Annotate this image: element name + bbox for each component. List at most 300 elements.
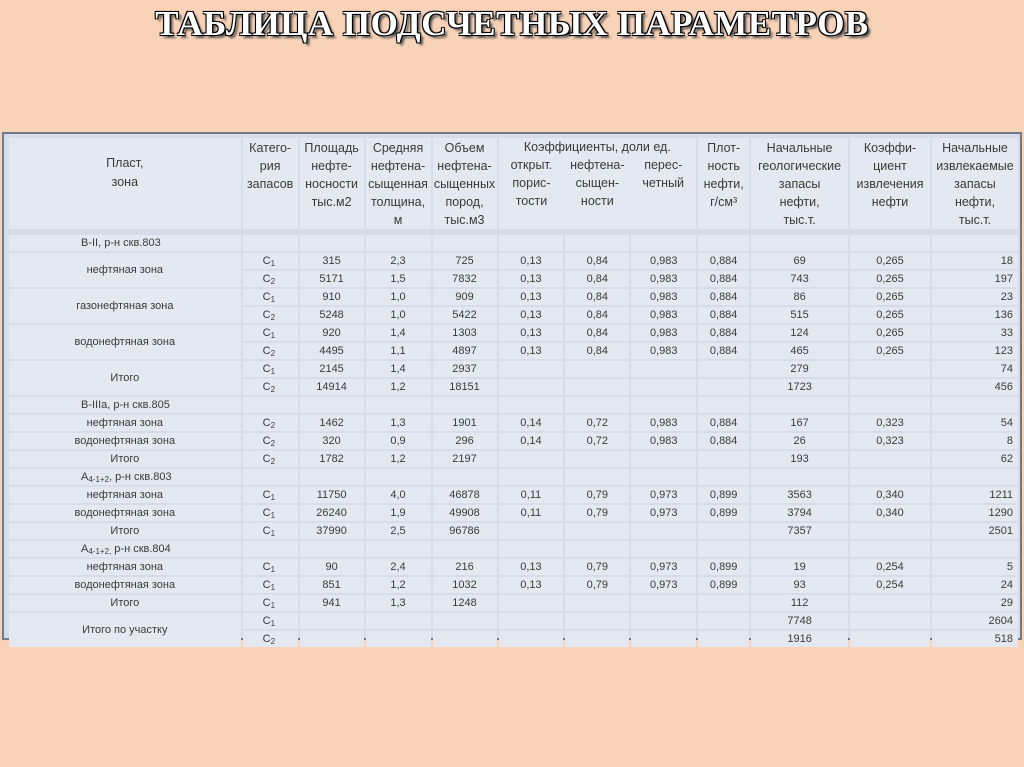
cell-vol: 1901 <box>433 415 497 431</box>
cell-izv: 518 <box>932 631 1018 647</box>
category-cell: $C_2$ <box>243 307 298 323</box>
cell-rec: 0,983 <box>631 289 696 305</box>
empty-cell <box>698 469 749 485</box>
empty-cell <box>698 235 749 251</box>
cell-thick: 1,4 <box>366 325 431 341</box>
table-row <box>9 487 1018 503</box>
zone-cell: Итого <box>9 595 241 611</box>
cell-por <box>499 631 564 647</box>
cell-rec: 0,973 <box>631 577 696 593</box>
cell-kir: 0,265 <box>850 307 930 323</box>
cell-kir: 0,254 <box>850 559 930 575</box>
cell-rec: 0,973 <box>631 505 696 521</box>
header-recovery-coef: Коэффи- циент извлечения нефти <box>850 138 930 229</box>
header-category: Катего- рия запасов <box>243 138 298 229</box>
empty-cell <box>850 541 930 557</box>
cell-area: 315 <box>300 253 364 269</box>
header-recalc: перес- четный <box>642 158 685 190</box>
cell-vol: 216 <box>433 559 497 575</box>
section-row <box>9 541 1018 557</box>
category-subscript: 2 <box>270 438 276 448</box>
cell-vol: 7832 <box>433 271 497 287</box>
cell-area: 320 <box>300 433 364 449</box>
cell-den: 0,884 <box>698 433 749 449</box>
cell-kir: 0,323 <box>850 433 930 449</box>
category-subscript: 1 <box>270 510 276 520</box>
cell-den: 0,884 <box>698 307 749 323</box>
cell-rec <box>631 523 696 539</box>
cell-por <box>499 595 564 611</box>
empty-cell <box>631 469 696 485</box>
cell-thick <box>366 631 431 647</box>
cell-den <box>698 451 749 467</box>
cell-den: 0,884 <box>698 325 749 341</box>
zone-cell: Итого по участку <box>9 613 241 647</box>
cell-thick: 2,5 <box>366 523 431 539</box>
cell-izv: 54 <box>932 415 1018 431</box>
cell-area <box>300 631 364 647</box>
cell-geo: 193 <box>751 451 848 467</box>
cell-por: 0,13 <box>499 289 564 305</box>
table-row <box>9 325 1018 341</box>
parameters-table <box>7 136 1020 649</box>
cell-por <box>499 451 564 467</box>
cell-sat <box>565 595 629 611</box>
cell-kir: 0,265 <box>850 253 930 269</box>
zone-cell: нефтяная зона <box>9 559 241 575</box>
table-row <box>9 433 1018 449</box>
empty-cell <box>300 235 364 251</box>
zone-cell: нефтяная зона <box>9 253 241 287</box>
cell-kir: 0,323 <box>850 415 930 431</box>
cell-area: 5248 <box>300 307 364 323</box>
table-row <box>9 595 1018 611</box>
cell-kir: 0,265 <box>850 289 930 305</box>
empty-cell <box>850 397 930 413</box>
cell-por <box>499 523 564 539</box>
cell-thick <box>366 613 431 629</box>
cell-rec <box>631 595 696 611</box>
cell-vol: 909 <box>433 289 497 305</box>
zone-cell: водонефтяная зона <box>9 433 241 449</box>
cell-kir <box>850 613 930 629</box>
cell-geo: 3563 <box>751 487 848 503</box>
table-row <box>9 523 1018 539</box>
cell-vol: 1032 <box>433 577 497 593</box>
cell-geo: 19 <box>751 559 848 575</box>
cell-sat: 0,84 <box>565 289 629 305</box>
cell-geo: 515 <box>751 307 848 323</box>
cell-izv: 136 <box>932 307 1018 323</box>
empty-cell <box>565 397 629 413</box>
cell-por <box>499 379 564 395</box>
cell-area: 1462 <box>300 415 364 431</box>
cell-kir <box>850 523 930 539</box>
cell-thick: 1,2 <box>366 577 431 593</box>
cell-por <box>499 613 564 629</box>
category-cell: $C_2$ <box>243 379 298 395</box>
zone-cell: газонефтяная зона <box>9 289 241 323</box>
cell-sat: 0,79 <box>565 487 629 503</box>
cell-area: 14914 <box>300 379 364 395</box>
cell-rec: 0,983 <box>631 307 696 323</box>
category-cell: $C_2$ <box>243 433 298 449</box>
cell-kir <box>850 631 930 647</box>
cell-por: 0,11 <box>499 505 564 521</box>
cell-sat: 0,84 <box>565 271 629 287</box>
category-subscript: 1 <box>270 366 276 376</box>
empty-cell <box>433 469 497 485</box>
empty-cell <box>751 397 848 413</box>
empty-cell <box>300 469 364 485</box>
category-cell: $C_1$ <box>243 595 298 611</box>
empty-cell <box>565 469 629 485</box>
zone-cell: нефтяная зона <box>9 415 241 431</box>
empty-cell <box>300 541 364 557</box>
empty-cell <box>565 541 629 557</box>
cell-den: 0,884 <box>698 271 749 287</box>
category-subscript: 2 <box>270 636 276 646</box>
empty-cell <box>850 469 930 485</box>
empty-cell <box>243 397 298 413</box>
cell-por: 0,14 <box>499 415 564 431</box>
cell-thick: 1,0 <box>366 289 431 305</box>
cell-izv: 1290 <box>932 505 1018 521</box>
cell-rec <box>631 613 696 629</box>
cell-rec <box>631 379 696 395</box>
category-cell: $C_1$ <box>243 325 298 341</box>
cell-izv: 123 <box>932 343 1018 359</box>
cell-area: 5171 <box>300 271 364 287</box>
category-subscript: 1 <box>270 528 276 538</box>
category-subscript: 1 <box>270 492 276 502</box>
category-cell: $C_1$ <box>243 559 298 575</box>
section-name: B-IIIa, р-н скв.805 <box>9 397 241 413</box>
cell-geo: 69 <box>751 253 848 269</box>
cell-kir: 0,265 <box>850 343 930 359</box>
cell-geo: 112 <box>751 595 848 611</box>
cell-sat <box>565 631 629 647</box>
cell-den <box>698 631 749 647</box>
zone-cell: Итого <box>9 361 241 395</box>
cell-den <box>698 595 749 611</box>
page-title: ТАБЛИЦА ПОДСЧЕТНЫХ ПАРАМЕТРОВ <box>155 4 869 43</box>
cell-area: 2145 <box>300 361 364 377</box>
section-row <box>9 397 1018 413</box>
cell-izv: 1211 <box>932 487 1018 503</box>
cell-kir <box>850 451 930 467</box>
table-row <box>9 451 1018 467</box>
empty-cell <box>932 397 1018 413</box>
cell-vol: 4897 <box>433 343 497 359</box>
cell-area: 26240 <box>300 505 364 521</box>
zone-cell: водонефтяная зона <box>9 325 241 359</box>
cell-area: 1782 <box>300 451 364 467</box>
cell-vol: 296 <box>433 433 497 449</box>
cell-geo: 93 <box>751 577 848 593</box>
header-volume: Объем нефтена- сыщенных пород, тыс.м3 <box>433 138 497 229</box>
table-row <box>9 415 1018 431</box>
cell-den <box>698 613 749 629</box>
zone-cell: нефтяная зона <box>9 487 241 503</box>
category-cell: $C_1$ <box>243 577 298 593</box>
cell-kir: 0,340 <box>850 487 930 503</box>
cell-vol: 1248 <box>433 595 497 611</box>
section-name-subscript: 4-1+2 <box>88 474 110 484</box>
empty-cell <box>433 397 497 413</box>
cell-sat: 0,84 <box>565 343 629 359</box>
header-coefficients <box>499 138 697 229</box>
header-area: Площадь нефте- носности тыс.м2 <box>300 138 364 229</box>
zone-cell: водонефтяная зона <box>9 577 241 593</box>
header-coefficients-subrow <box>499 156 697 210</box>
cell-izv: 24 <box>932 577 1018 593</box>
cell-izv: 62 <box>932 451 1018 467</box>
cell-geo: 279 <box>751 361 848 377</box>
cell-izv: 23 <box>932 289 1018 305</box>
parameters-table-frame <box>2 132 1022 646</box>
category-subscript: 1 <box>270 564 276 574</box>
cell-rec <box>631 631 696 647</box>
cell-izv: 18 <box>932 253 1018 269</box>
cell-kir <box>850 379 930 395</box>
cell-vol: 96786 <box>433 523 497 539</box>
cell-por: 0,13 <box>499 325 564 341</box>
cell-por: 0,13 <box>499 271 564 287</box>
cell-geo: 167 <box>751 415 848 431</box>
cell-por: 0,14 <box>499 433 564 449</box>
cell-thick: 1,0 <box>366 307 431 323</box>
category-cell: $C_1$ <box>243 523 298 539</box>
category-subscript: 2 <box>270 348 276 358</box>
empty-cell <box>300 397 364 413</box>
cell-den <box>698 361 749 377</box>
header-plast: Пласт, зона <box>9 138 241 229</box>
cell-geo: 3794 <box>751 505 848 521</box>
cell-area: 4495 <box>300 343 364 359</box>
category-cell: $C_1$ <box>243 613 298 629</box>
category-cell: $C_1$ <box>243 487 298 503</box>
cell-thick: 1,2 <box>366 451 431 467</box>
cell-area <box>300 613 364 629</box>
empty-cell <box>932 235 1018 251</box>
empty-cell <box>243 469 298 485</box>
cell-sat: 0,79 <box>565 505 629 521</box>
cell-thick: 1,4 <box>366 361 431 377</box>
cell-den: 0,899 <box>698 487 749 503</box>
cell-den: 0,899 <box>698 559 749 575</box>
empty-cell <box>499 469 564 485</box>
category-cell: $C_1$ <box>243 289 298 305</box>
empty-cell <box>499 397 564 413</box>
cell-thick: 2,3 <box>366 253 431 269</box>
category-cell: $C_2$ <box>243 271 298 287</box>
cell-thick: 1,3 <box>366 415 431 431</box>
cell-geo: 86 <box>751 289 848 305</box>
header-porosity: открыт. порис- тости <box>510 158 553 208</box>
cell-rec: 0,983 <box>631 325 696 341</box>
cell-geo: 7357 <box>751 523 848 539</box>
cell-por: 0,13 <box>499 307 564 323</box>
empty-cell <box>631 235 696 251</box>
cell-den <box>698 523 749 539</box>
category-subscript: 1 <box>270 618 276 628</box>
cell-rec: 0,983 <box>631 271 696 287</box>
cell-vol: 46878 <box>433 487 497 503</box>
empty-cell <box>850 235 930 251</box>
category-cell: $C_1$ <box>243 361 298 377</box>
category-subscript: 1 <box>270 330 276 340</box>
cell-thick: 1,2 <box>366 379 431 395</box>
empty-cell <box>932 469 1018 485</box>
table-row <box>9 289 1018 305</box>
cell-kir <box>850 595 930 611</box>
table-row <box>9 613 1018 629</box>
cell-por <box>499 361 564 377</box>
cell-geo: 7748 <box>751 613 848 629</box>
cell-vol: 49908 <box>433 505 497 521</box>
cell-sat: 0,72 <box>565 433 629 449</box>
empty-cell <box>243 541 298 557</box>
cell-geo: 465 <box>751 343 848 359</box>
cell-sat: 0,79 <box>565 559 629 575</box>
cell-rec: 0,983 <box>631 415 696 431</box>
empty-cell <box>631 397 696 413</box>
cell-izv: 2604 <box>932 613 1018 629</box>
cell-geo: 1916 <box>751 631 848 647</box>
cell-geo: 26 <box>751 433 848 449</box>
cell-sat: 0,84 <box>565 307 629 323</box>
cell-sat <box>565 613 629 629</box>
cell-vol <box>433 613 497 629</box>
empty-cell <box>499 235 564 251</box>
empty-cell <box>932 541 1018 557</box>
cell-sat <box>565 361 629 377</box>
cell-vol: 725 <box>433 253 497 269</box>
cell-thick: 1,9 <box>366 505 431 521</box>
cell-geo: 124 <box>751 325 848 341</box>
empty-cell <box>698 541 749 557</box>
empty-cell <box>751 235 848 251</box>
cell-rec: 0,983 <box>631 343 696 359</box>
category-subscript: 1 <box>270 258 276 268</box>
section-name: B-II, р-н скв.803 <box>9 235 241 251</box>
cell-izv: 5 <box>932 559 1018 575</box>
cell-den: 0,884 <box>698 289 749 305</box>
cell-vol: 5422 <box>433 307 497 323</box>
cell-kir: 0,340 <box>850 505 930 521</box>
cell-area: 851 <box>300 577 364 593</box>
empty-cell <box>366 235 431 251</box>
table-row <box>9 559 1018 575</box>
category-subscript: 2 <box>270 312 276 322</box>
header-saturation: нефтена- сыщен- ности <box>570 158 625 208</box>
cell-den: 0,884 <box>698 253 749 269</box>
category-cell: $C_2$ <box>243 343 298 359</box>
cell-kir: 0,254 <box>850 577 930 593</box>
empty-cell <box>433 541 497 557</box>
table-row <box>9 505 1018 521</box>
cell-den: 0,884 <box>698 415 749 431</box>
category-subscript: 2 <box>270 276 276 286</box>
category-cell: $C_2$ <box>243 631 298 647</box>
empty-cell <box>366 469 431 485</box>
table-row <box>9 577 1018 593</box>
cell-den <box>698 379 749 395</box>
category-cell: $C_2$ <box>243 451 298 467</box>
cell-por: 0,13 <box>499 343 564 359</box>
empty-cell <box>433 235 497 251</box>
cell-thick: 1,5 <box>366 271 431 287</box>
category-cell: $C_1$ <box>243 505 298 521</box>
cell-area: 90 <box>300 559 364 575</box>
category-subscript: 1 <box>270 294 276 304</box>
cell-por: 0,13 <box>499 559 564 575</box>
zone-cell: водонефтяная зона <box>9 505 241 521</box>
table-row <box>9 253 1018 269</box>
cell-rec: 0,983 <box>631 433 696 449</box>
cell-area: 941 <box>300 595 364 611</box>
cell-rec: 0,973 <box>631 487 696 503</box>
cell-thick: 4,0 <box>366 487 431 503</box>
cell-rec <box>631 361 696 377</box>
zone-cell: Итого <box>9 523 241 539</box>
cell-izv: 29 <box>932 595 1018 611</box>
cell-thick: 1,3 <box>366 595 431 611</box>
cell-vol: 2197 <box>433 451 497 467</box>
cell-den: 0,884 <box>698 343 749 359</box>
header-row <box>9 138 1018 229</box>
header-geo-reserves: Начальные геологические запасы нефти, тыс.т. <box>751 138 848 229</box>
cell-vol <box>433 631 497 647</box>
empty-cell <box>631 541 696 557</box>
zone-cell: Итого <box>9 451 241 467</box>
empty-cell <box>565 235 629 251</box>
category-subscript: 2 <box>270 456 276 466</box>
cell-vol: 18151 <box>433 379 497 395</box>
cell-sat <box>565 379 629 395</box>
cell-sat: 0,79 <box>565 577 629 593</box>
cell-den: 0,899 <box>698 577 749 593</box>
section-name-subscript: 4-1+2, <box>88 546 112 556</box>
empty-cell <box>243 235 298 251</box>
section-row <box>9 235 1018 251</box>
category-subscript: 2 <box>270 384 276 394</box>
category-cell: $C_2$ <box>243 415 298 431</box>
category-subscript: 1 <box>270 600 276 610</box>
cell-thick: 2,4 <box>366 559 431 575</box>
cell-sat: 0,72 <box>565 415 629 431</box>
section-name: $А_{4-1+2}$, р-н скв.803 <box>9 469 241 485</box>
header-density: Плот- ность нефти, г/см³ <box>698 138 749 229</box>
cell-kir <box>850 361 930 377</box>
cell-rec: 0,983 <box>631 253 696 269</box>
cell-sat <box>565 523 629 539</box>
cell-den: 0,899 <box>698 505 749 521</box>
header-spacer-row <box>9 231 1018 233</box>
table-row <box>9 361 1018 377</box>
cell-sat <box>565 451 629 467</box>
empty-cell <box>698 397 749 413</box>
cell-thick: 0,9 <box>366 433 431 449</box>
cell-rec: 0,973 <box>631 559 696 575</box>
cell-geo: 743 <box>751 271 848 287</box>
cell-sat: 0,84 <box>565 325 629 341</box>
empty-cell <box>366 541 431 557</box>
cell-por: 0,11 <box>499 487 564 503</box>
empty-cell <box>499 541 564 557</box>
empty-cell <box>751 541 848 557</box>
